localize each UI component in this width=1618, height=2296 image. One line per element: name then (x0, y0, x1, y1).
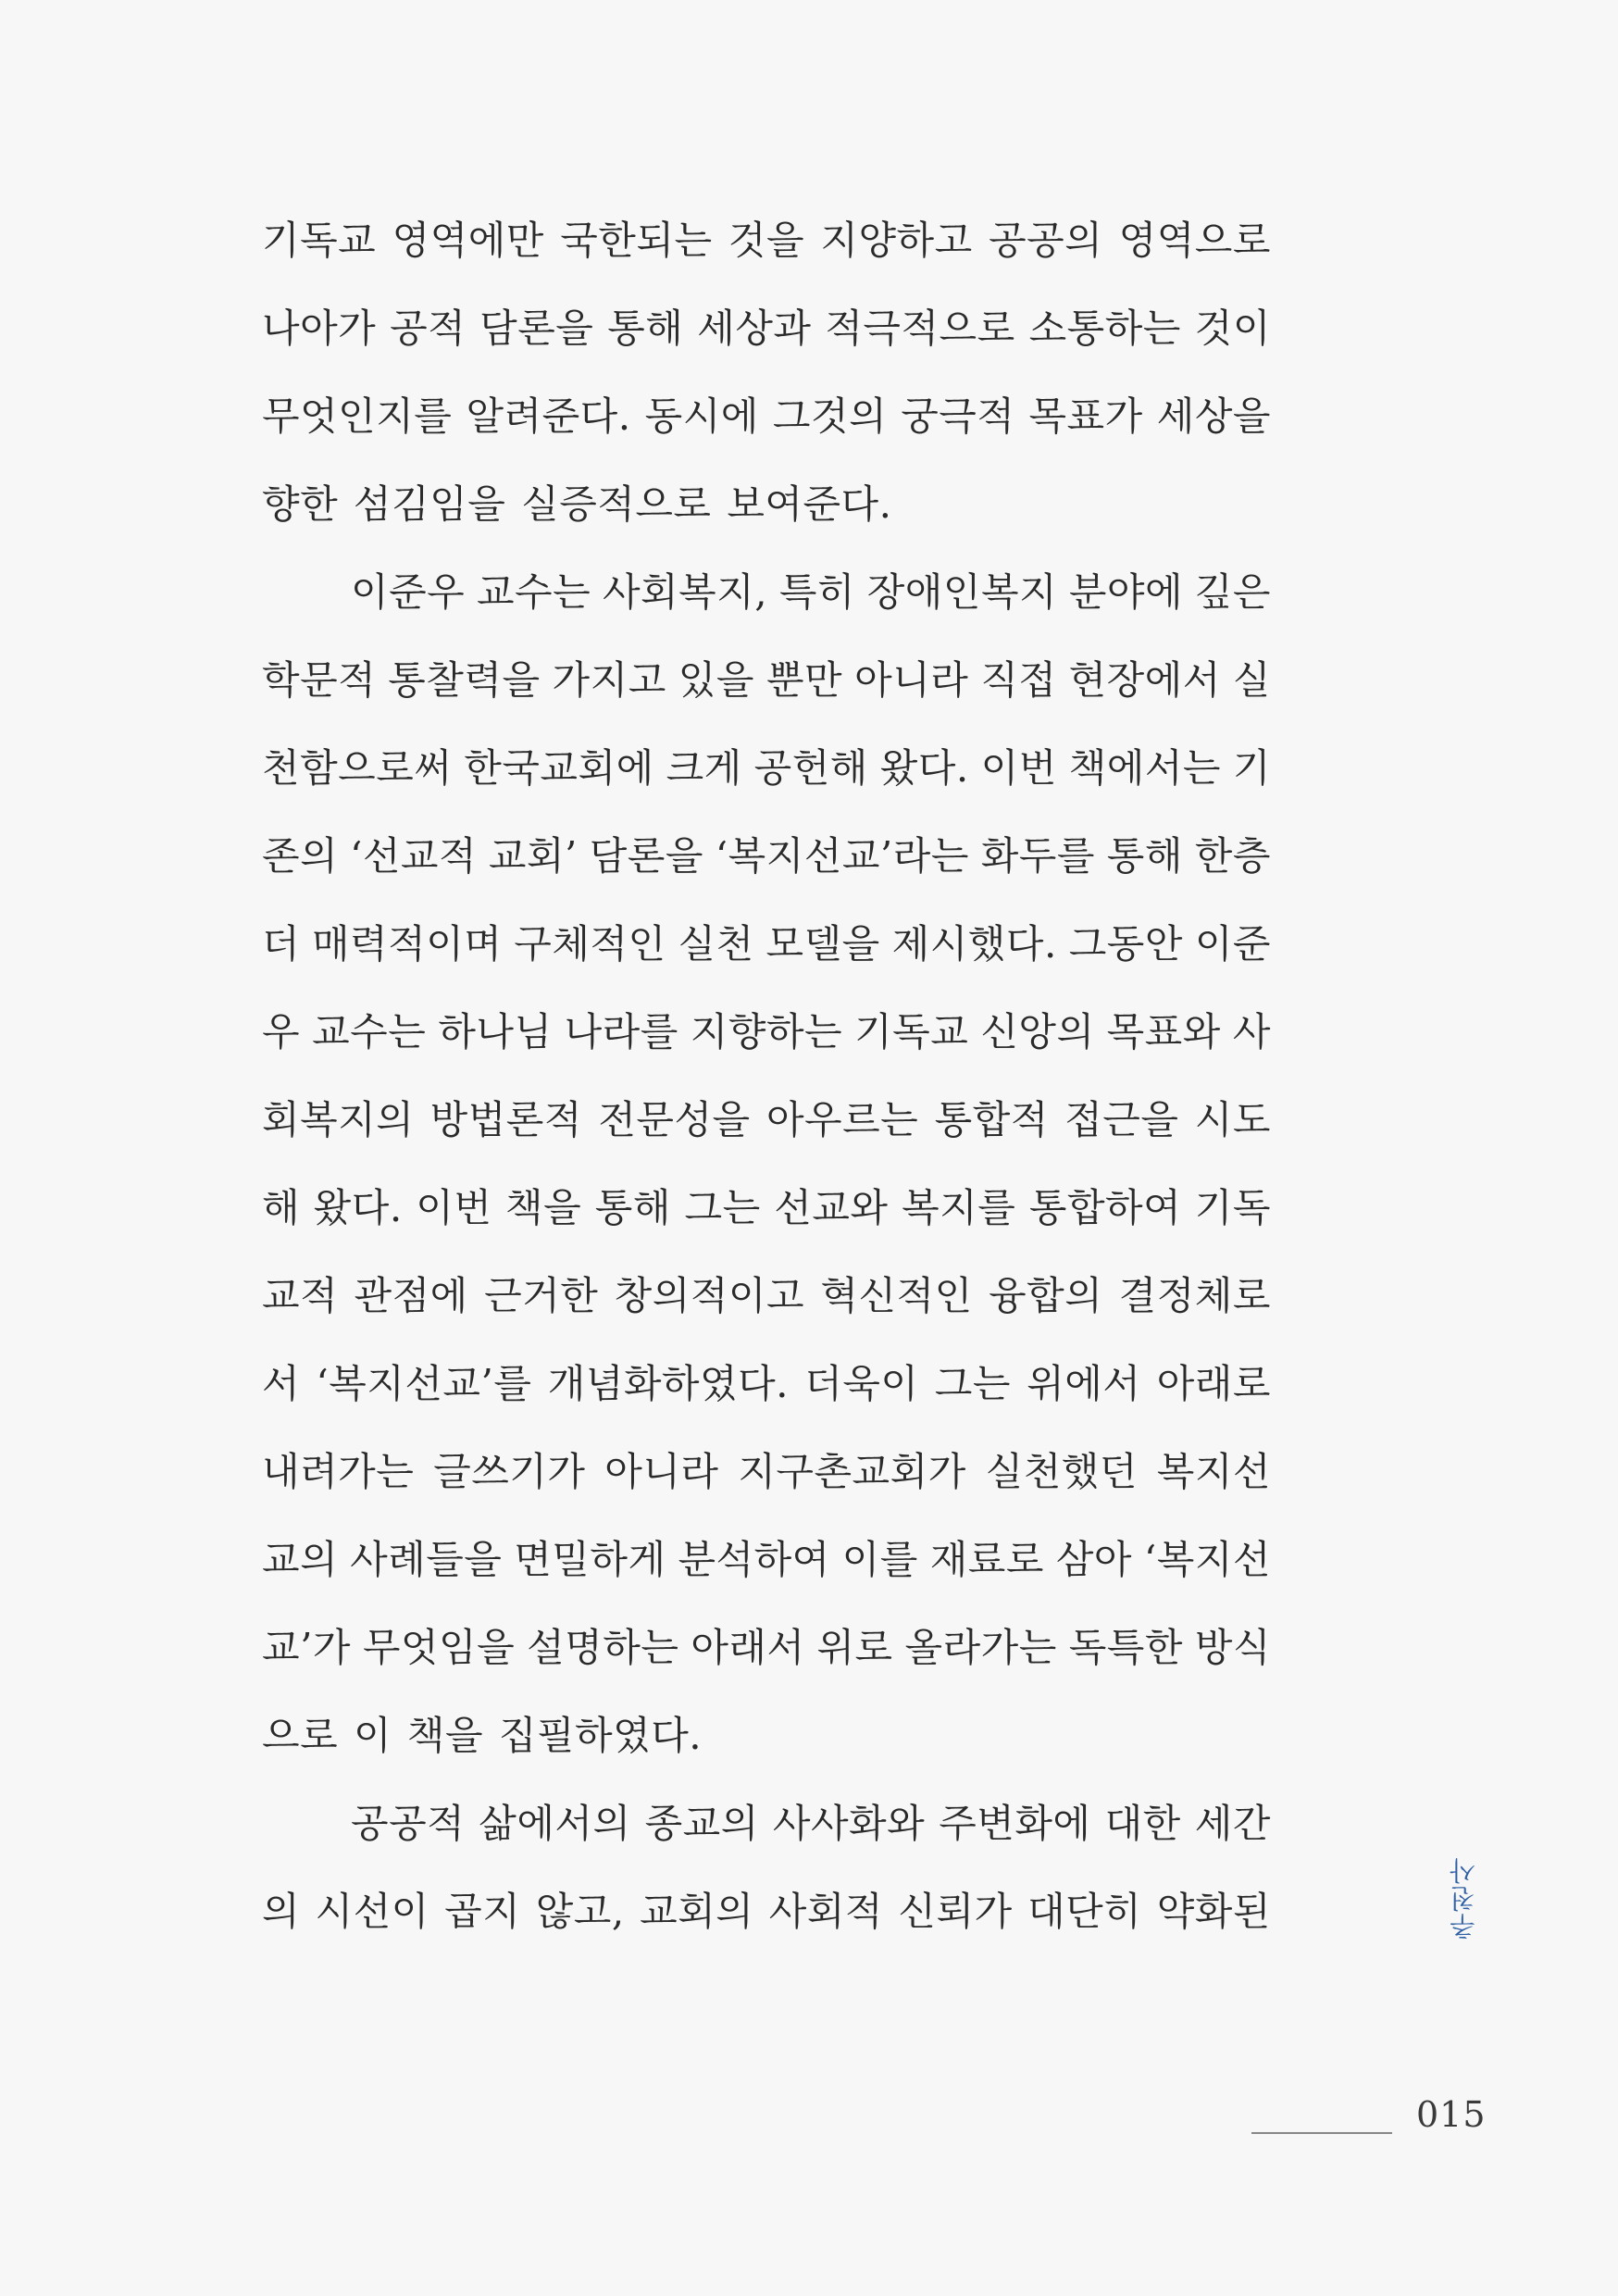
word: 국한되는 (560, 218, 713, 263)
word: 책을 (505, 1185, 582, 1230)
word: 통해 (1106, 833, 1183, 879)
word: 궁극적 (901, 393, 1015, 439)
word: 교수는 (312, 1009, 427, 1054)
word: 이준우 (351, 569, 466, 615)
word: 시선이 (315, 1889, 429, 1934)
word: 위에서 (1027, 1361, 1141, 1406)
text-line-indented (262, 1794, 1271, 1882)
text-line: 으로 이 책을 집필하였다. (262, 1713, 703, 1758)
word: 사례들을 (350, 1537, 503, 1582)
word: 통해 (594, 1185, 671, 1230)
word: 통합적 (934, 1097, 1049, 1142)
word: 무엇인지를 (262, 393, 453, 439)
text-line (262, 1003, 1271, 1091)
body-text (262, 211, 1271, 1970)
word: 접근을 (1064, 1097, 1179, 1142)
word: 대한 (1104, 1801, 1181, 1846)
word: 약화된 (1156, 1889, 1271, 1934)
word: 영역으로 (1118, 218, 1271, 263)
word: 공공적 (351, 1801, 466, 1846)
word: 더 (262, 921, 301, 967)
word: ‘선교적 (349, 833, 478, 879)
text-line (262, 827, 1271, 915)
word: 이번 (980, 745, 1057, 791)
text-line (262, 739, 1271, 827)
word: 사 (1232, 1009, 1271, 1054)
word: 더욱이 (804, 1361, 919, 1406)
word: 회복지의 (262, 1097, 415, 1142)
word: 나라를 (564, 1009, 678, 1054)
word: 곱지 (444, 1889, 521, 1934)
text-line: 향한 섬김임을 실증적으로 보여준다. (262, 481, 892, 527)
word: 이를 (841, 1537, 918, 1582)
word: 것이 (1194, 306, 1271, 351)
text-line (262, 651, 1271, 739)
word: 그동안 (1068, 921, 1183, 967)
word: 모델을 (765, 921, 880, 967)
text-line (262, 1179, 1271, 1267)
word: 그는 (684, 1185, 761, 1230)
word: 아니라 (854, 657, 969, 703)
word: 기독 (1194, 1185, 1271, 1230)
word: 통합하여 (1028, 1185, 1182, 1230)
word: 면밀하게 (514, 1537, 666, 1582)
word: 분야에 (1068, 569, 1184, 615)
word: 지양하고 (820, 218, 973, 263)
text-line (262, 1354, 1271, 1442)
word: ‘복지선교’를 (316, 1361, 532, 1406)
word: 글쓰기가 (433, 1449, 586, 1494)
word: 의 (262, 1889, 301, 1934)
word: 학문적 (262, 657, 377, 703)
word: 교회’ (488, 833, 578, 879)
word: 사회복지, (602, 569, 768, 615)
word: 아래로 (1156, 1361, 1271, 1406)
word: 교회의 (640, 1889, 754, 1934)
text-line (262, 211, 1271, 299)
word: 뿐만 (765, 657, 843, 703)
word: 특히 (778, 569, 855, 615)
page-number: 015 (1416, 2094, 1487, 2135)
word: 깊은 (1194, 569, 1271, 615)
word: 공공의 (989, 218, 1103, 263)
word: 한층 (1194, 833, 1271, 879)
word: 신앙의 (980, 1009, 1095, 1054)
text-line (262, 1267, 1271, 1354)
word: 내려가는 (262, 1449, 415, 1494)
word: 주변화에 (939, 1801, 1091, 1846)
word: 존의 (262, 833, 339, 879)
word: 독특한 (1068, 1625, 1183, 1670)
text-line (262, 1882, 1271, 1970)
word: 올라가는 (904, 1625, 1057, 1670)
word: 삶에서의 (479, 1801, 631, 1846)
word: 제시했다. (891, 921, 1057, 967)
word: 대단히 (1027, 1889, 1142, 1934)
word: 서 (262, 1361, 301, 1406)
word: 이번 (416, 1185, 492, 1230)
word: 소통하는 (1028, 306, 1181, 351)
word: 사회적 (768, 1889, 883, 1934)
section-side-label: 추천사 (1449, 1856, 1479, 1940)
word: 공헌해 (753, 745, 868, 791)
word: 공적 (390, 306, 467, 351)
text-line (262, 1530, 1271, 1618)
footer-rule (1251, 2132, 1392, 2134)
word: 무엇임을 (362, 1625, 516, 1670)
word: 지향하는 (690, 1009, 843, 1054)
word: 통찰력을 (388, 657, 541, 703)
word: 가지고 (552, 657, 666, 703)
word: 지구촌교회가 (738, 1449, 966, 1494)
word: 왔다. (879, 745, 969, 791)
word: 근거한 (484, 1273, 599, 1318)
word: 복지선 (1156, 1449, 1271, 1494)
word: 개념화하였다. (547, 1361, 789, 1406)
word: 그것의 (772, 393, 888, 439)
word: 관점에 (354, 1273, 468, 1318)
word: 크게 (666, 745, 742, 791)
word: 교적 (262, 1273, 339, 1318)
word: 기 (1232, 745, 1271, 791)
word: 있을 (678, 657, 754, 703)
word: 기독교 (854, 1009, 969, 1054)
word: 신뢰가 (898, 1889, 1013, 1934)
word: 세상과 (697, 306, 812, 351)
word: 선교와 (774, 1185, 889, 1230)
word: 전문성을 (598, 1097, 751, 1142)
word: 화두를 (980, 833, 1095, 879)
word: 방법론적 (429, 1097, 582, 1142)
text-line-indented (262, 563, 1271, 651)
word: 창의적이고 (614, 1273, 805, 1318)
word: 혁신적인 (820, 1273, 973, 1318)
word: 하나님 (438, 1009, 553, 1054)
word: ‘복지선교’라는 (715, 833, 969, 879)
word: 복지를 (902, 1185, 1016, 1230)
word: 아래서 (691, 1625, 805, 1670)
word: 것을 (728, 218, 805, 263)
word: 교의 (262, 1537, 339, 1582)
text-line (262, 1442, 1271, 1530)
text-line (262, 387, 1271, 475)
word: 천함으로써 (262, 745, 453, 791)
word: 해 (262, 1185, 301, 1230)
word: 교’가 (262, 1625, 351, 1670)
word: 세상을 (1156, 393, 1271, 439)
word: 종교의 (644, 1801, 759, 1846)
word: 한국교회에 (464, 745, 654, 791)
word: 기독교 (262, 218, 377, 263)
word: 위로 (816, 1625, 893, 1670)
word: 장애인복지 (866, 569, 1058, 615)
word: 융합의 (989, 1273, 1103, 1318)
word: 동시에 (644, 393, 759, 439)
word: 이준 (1194, 921, 1271, 967)
word: 통해 (607, 306, 684, 351)
word: ‘복지선 (1143, 1537, 1271, 1582)
word: 방식 (1194, 1625, 1271, 1670)
word: 시도 (1194, 1097, 1271, 1142)
word: 구체적인 (514, 921, 666, 967)
text-line (262, 915, 1271, 1003)
word: 결정체로 (1118, 1273, 1271, 1318)
word: 분석하여 (678, 1537, 830, 1582)
word: 아니라 (604, 1449, 719, 1494)
word: 교수는 (476, 569, 591, 615)
word: 왔다. (313, 1185, 403, 1230)
word: 나아가 (262, 306, 377, 351)
word: 않고, (535, 1889, 625, 1934)
word: 설명하는 (527, 1625, 679, 1670)
word: 실 (1232, 657, 1271, 703)
word: 매력적이며 (311, 921, 503, 967)
word: 우 (262, 1009, 301, 1054)
text-line (262, 299, 1271, 387)
word: 아우르는 (765, 1097, 919, 1142)
text-line (262, 1091, 1271, 1179)
word: 삼아 (1055, 1537, 1133, 1582)
word: 재료로 (929, 1537, 1044, 1582)
word: 영역에만 (392, 218, 544, 263)
word: 목표와 (1106, 1009, 1221, 1054)
word: 적극적으로 (825, 306, 1015, 351)
word: 현장에서 (1068, 657, 1221, 703)
word: 목표가 (1028, 393, 1143, 439)
word: 담론을 (479, 306, 594, 351)
word: 그는 (934, 1361, 1011, 1406)
word: 책에서는 (1068, 745, 1222, 791)
word: 실천 (678, 921, 754, 967)
text-line (262, 1618, 1271, 1706)
word: 실천했던 (985, 1449, 1138, 1494)
word: 사사화와 (772, 1801, 926, 1846)
word: 직접 (980, 657, 1057, 703)
word: 세간 (1194, 1801, 1271, 1846)
word: 담론을 (589, 833, 703, 879)
word: 알려준다. (466, 393, 631, 439)
